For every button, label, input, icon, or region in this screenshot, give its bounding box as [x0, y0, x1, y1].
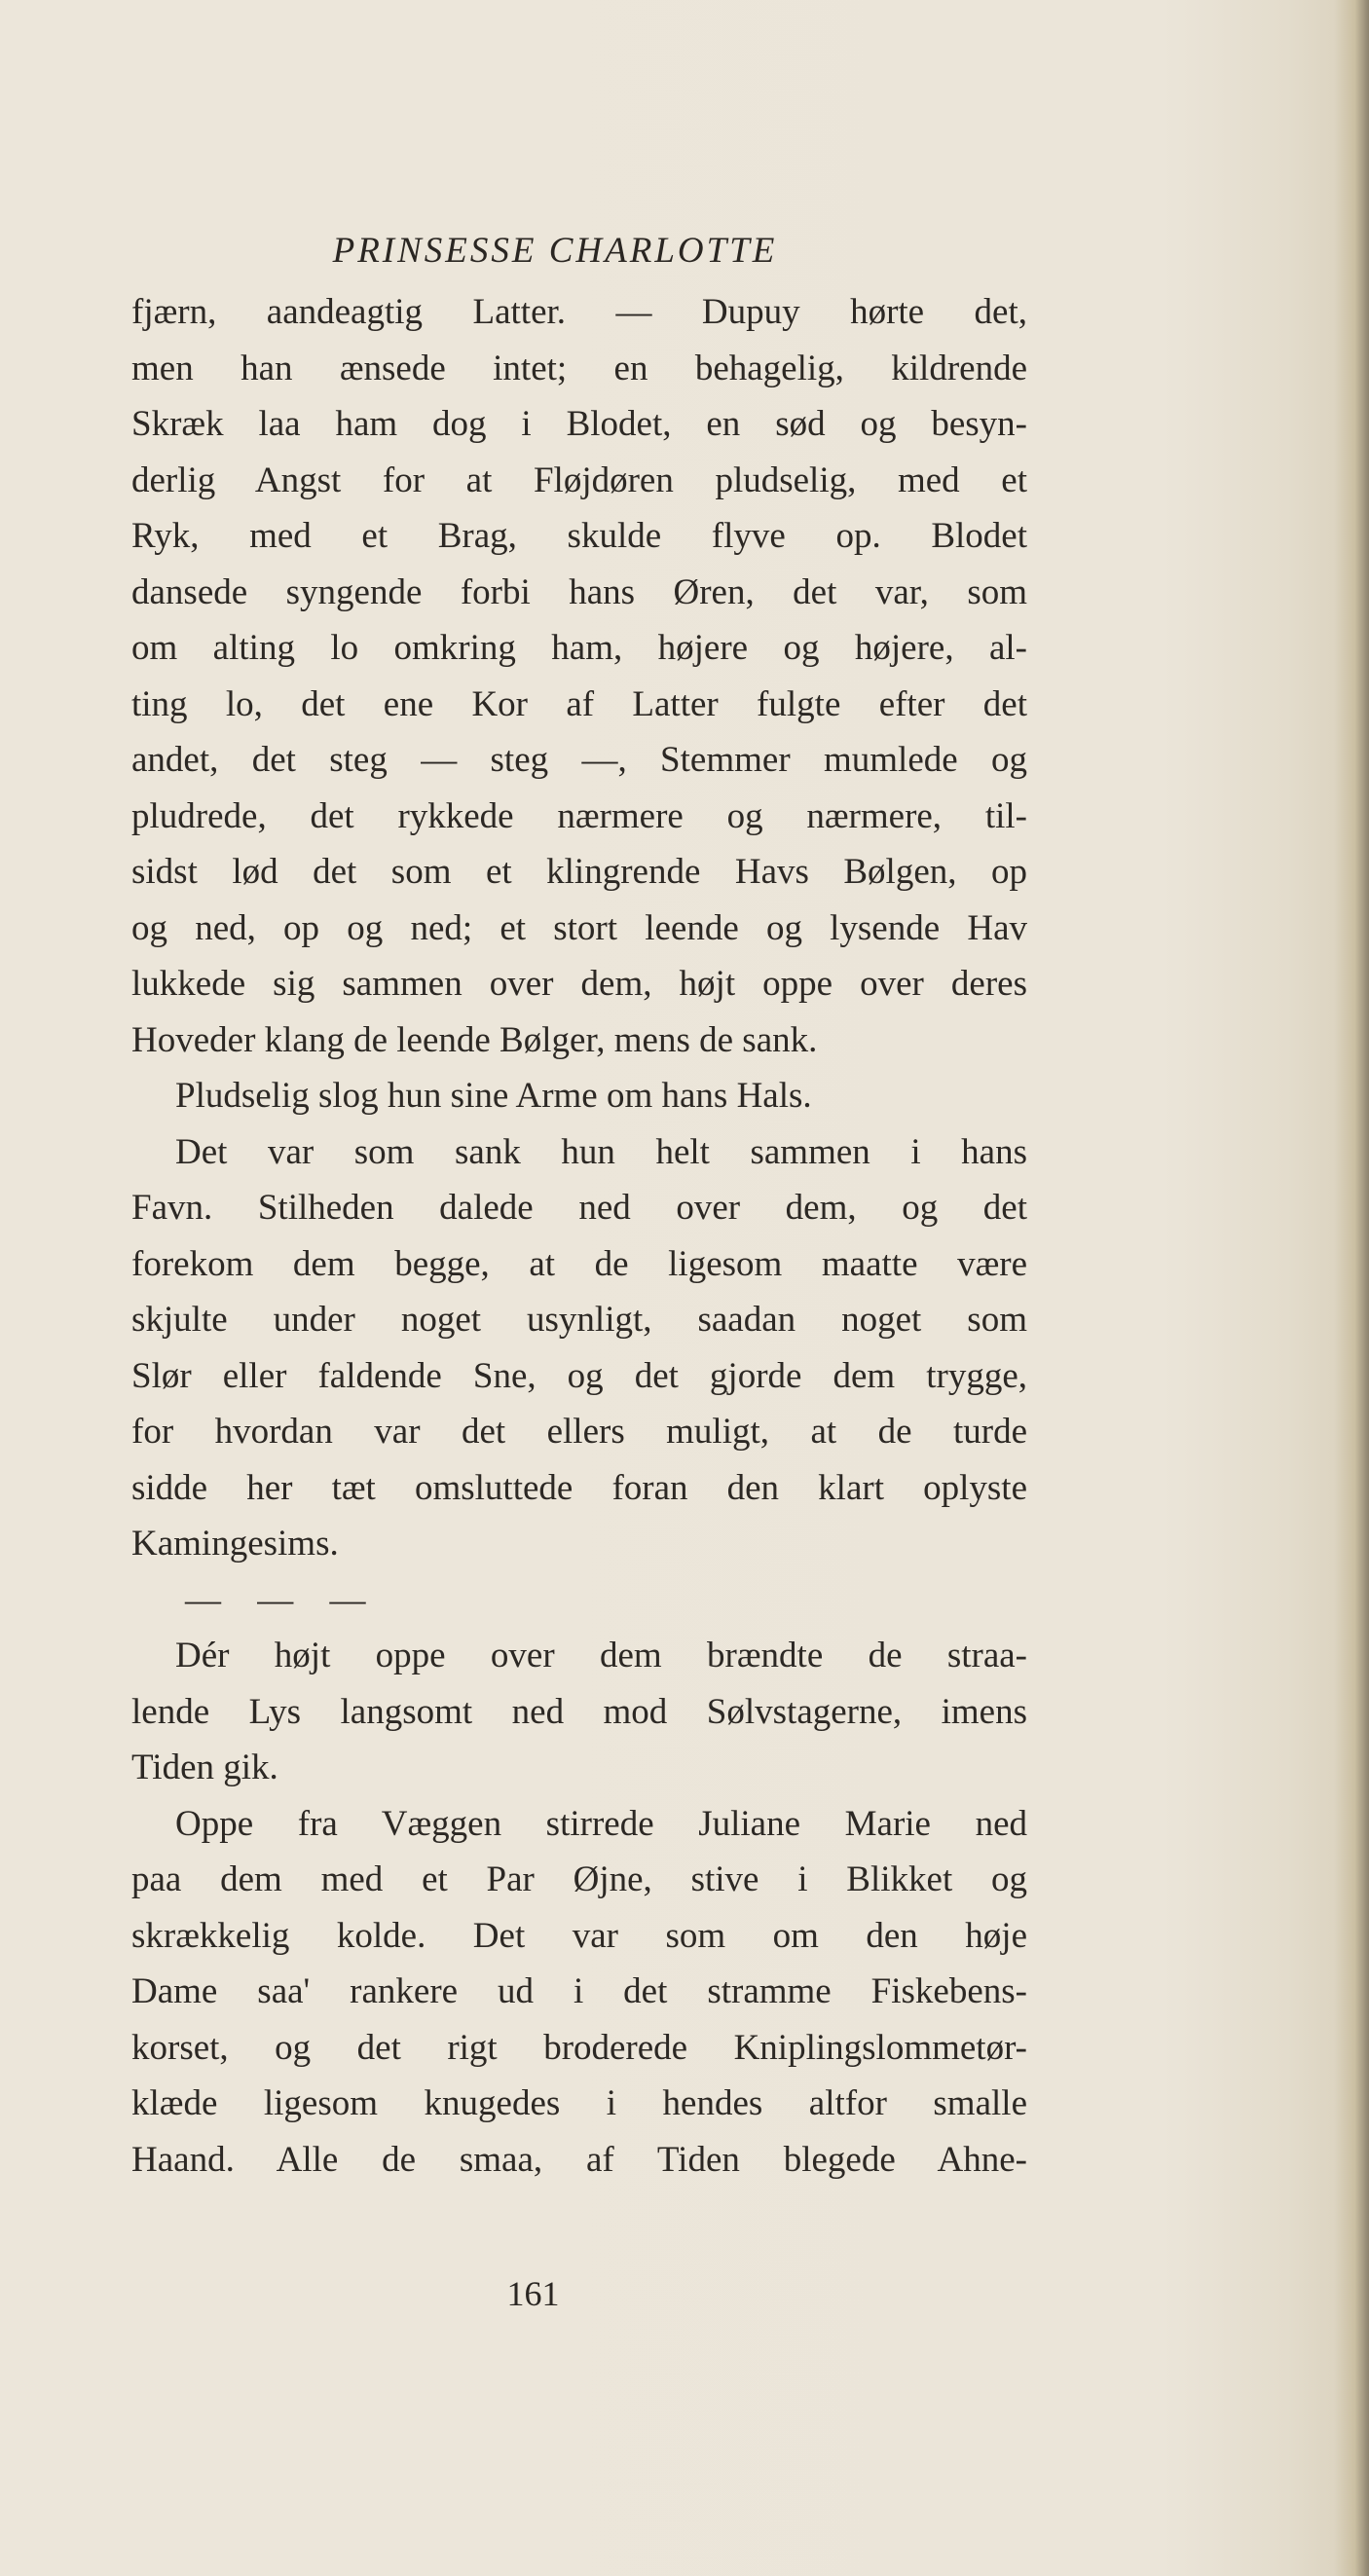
- text-line: lukkede sig sammen over dem, højt oppe over deres: [131, 964, 1027, 1004]
- text-line: Kamingesims.: [131, 1524, 339, 1564]
- text-line: sidde her tæt omsluttede foran den klart oplyste: [131, 1467, 1027, 1508]
- text-line: Tiden gik.: [131, 1748, 278, 1787]
- text-line: korset, og det rigt broderede Kniplingslommetør-: [131, 2027, 1027, 2068]
- page-edge: [1334, 0, 1369, 2576]
- text-line: ting lo, det ene Kor af Latter fulgte efter det: [131, 683, 1027, 724]
- text-line: om alting lo omkring ham, højere og højere, al-: [131, 628, 1027, 668]
- text-line: Skræk laa ham dog i Blodet, en sød og besyn-: [131, 404, 1027, 444]
- text-line: forekom dem begge, at de ligesom maatte være: [131, 1243, 1027, 1284]
- body-text: [131, 284, 1027, 2188]
- text-line: skrækkelig kolde. Det var som om den høje: [131, 1915, 1027, 1956]
- text-line: men han ænsede intet; en behagelig, kildrende: [131, 348, 1027, 388]
- text-line: Slør eller faldende Sne, og det gjorde dem trygge,: [131, 1355, 1027, 1396]
- text-line: Haand. Alle de smaa, af Tiden blegede Ahne-: [131, 2139, 1027, 2180]
- text-line: andet, det steg — steg —, Stemmer mumlede og: [131, 740, 1027, 780]
- text-line: Hoveder klang de leende Bølger, mens de sank.: [131, 1019, 818, 1060]
- text-line: klæde ligesom knugedes i hendes altfor smalle: [131, 2083, 1027, 2123]
- section-break: — — —: [185, 1579, 380, 1620]
- text-line: Favn. Stilheden dalede ned over dem, og det: [131, 1188, 1027, 1228]
- text-line: derlig Angst for at Fløjdøren pludselig, med et: [131, 460, 1027, 500]
- text-line: lende Lys langsomt ned mod Sølvstagerne, imens: [131, 1691, 1027, 1732]
- text-line: paa dem med et Par Øjne, stive i Blikket og: [131, 1859, 1027, 1899]
- text-line: for hvordan var det ellers muligt, at de turde: [131, 1412, 1027, 1452]
- text-line: Pludselig slog hun sine Arme om hans Hals.: [175, 1076, 812, 1116]
- text-line: sidst lød det som et klingrende Havs Bølgen, op: [131, 852, 1027, 892]
- text-line: Dame saa' rankere ud i det stramme Fiskebens-: [131, 1971, 1027, 2011]
- text-line: Dér højt oppe over dem brændte de straa-: [175, 1636, 1027, 1675]
- page-number: 161: [506, 2274, 560, 2313]
- text-line: pludrede, det rykkede nærmere og nærmere, til-: [131, 795, 1027, 836]
- text-line: fjærn, aandeagtig Latter. — Dupuy hørte det,: [131, 292, 1027, 332]
- text-line: skjulte under noget usynligt, saadan noget som: [131, 1300, 1027, 1340]
- running-head: PRINSESSE CHARLOTTE: [332, 231, 778, 271]
- text-line: dansede syngende forbi hans Øren, det var, som: [131, 571, 1027, 612]
- text-line: Ryk, med et Brag, skulde flyve op. Blodet: [131, 516, 1027, 556]
- text-line: Det var som sank hun helt sammen i hans: [175, 1131, 1027, 1172]
- text-line: Oppe fra Væggen stirrede Juliane Marie ned: [175, 1803, 1027, 1844]
- text-line: og ned, op og ned; et stort leende og lysende Hav: [131, 907, 1027, 948]
